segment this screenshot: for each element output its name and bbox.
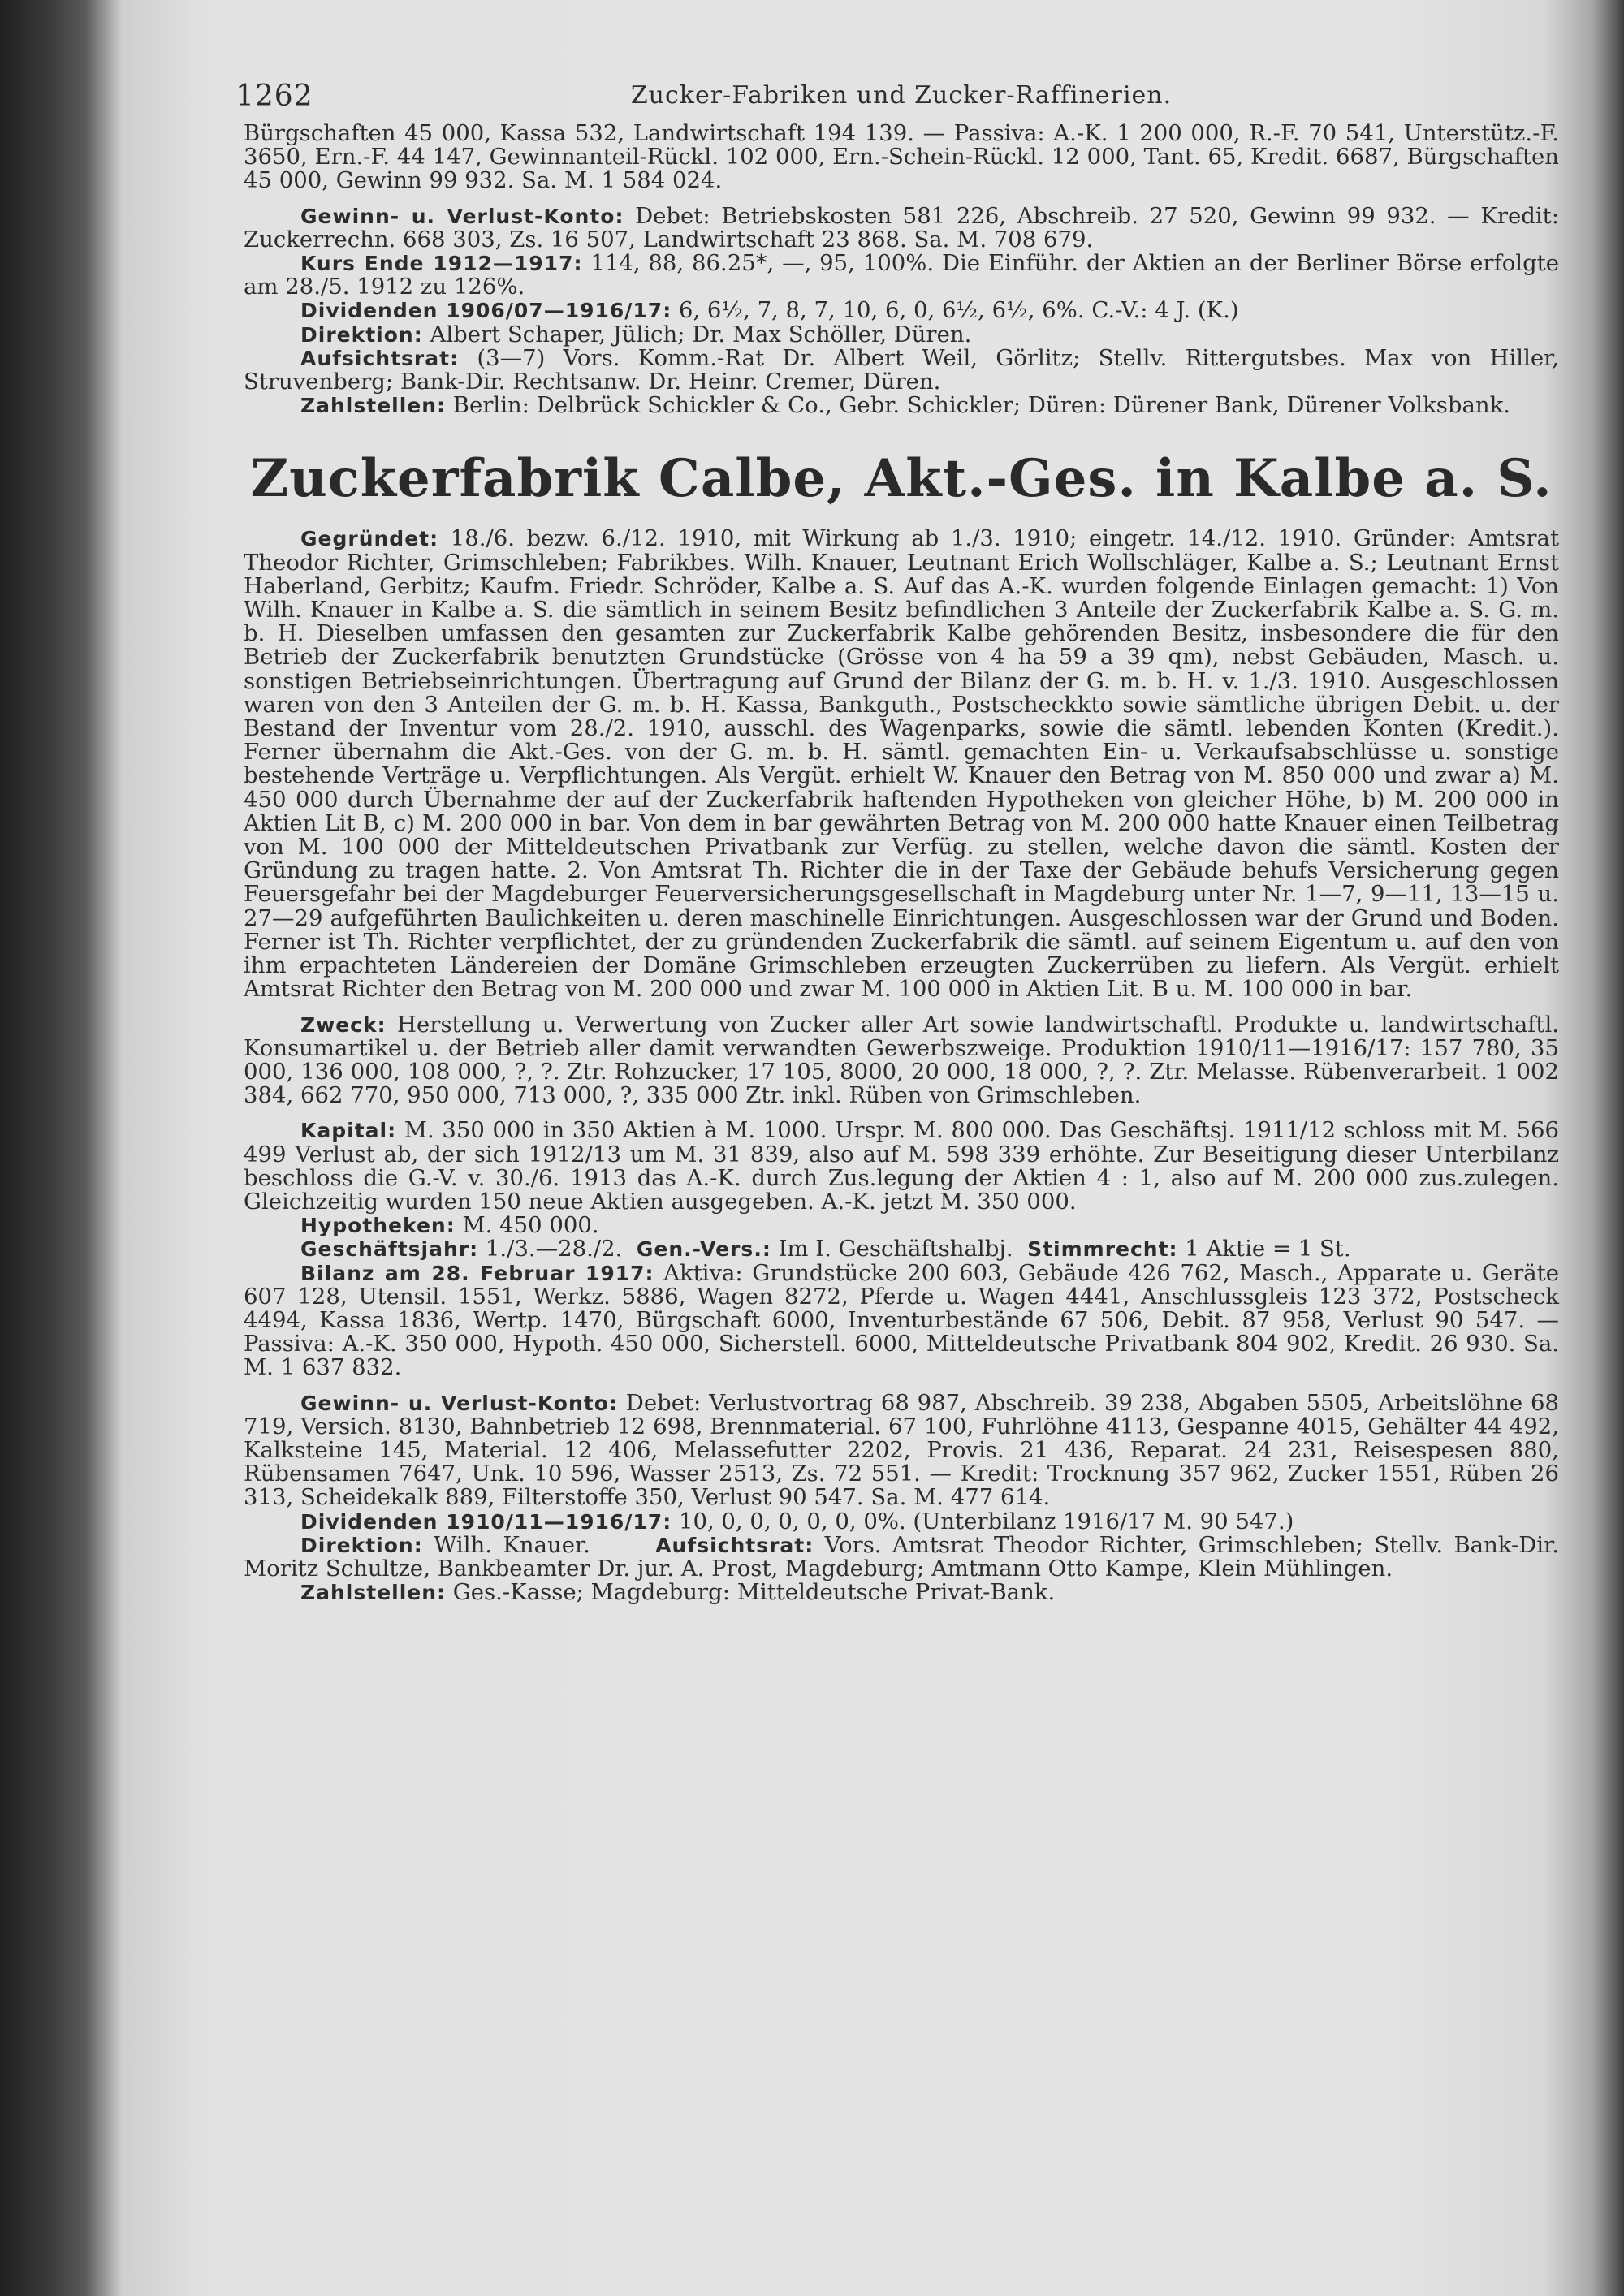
geschaeftsjahr-paragraph <box>244 1237 1559 1261</box>
gegruendet-label: Gegründet: <box>300 527 439 551</box>
hypotheken-label: Hypotheken: <box>300 1214 456 1238</box>
prev-aufsichtsrat-text: (3—7) Vors. Komm.-Rat Dr. Albert Weil, Görlitz; Stellv. Rittergutsbes. Max von Hiller, Struvenberg; Bank-Dir. Rechtsanw. Dr. Heinr. Cremer, Düren. <box>244 344 1560 395</box>
bilanz-label: Bilanz am 28. Februar 1917: <box>300 1261 654 1285</box>
prev-direktion-paragraph <box>244 323 1559 347</box>
prev-dividends-paragraph <box>244 299 1559 322</box>
aufsichtsrat-label: Aufsichtsrat: <box>655 1533 814 1557</box>
zweck-label: Zweck: <box>300 1012 387 1037</box>
kapital-label: Kapital: <box>300 1119 397 1143</box>
zweck-text: Herstellung u. Verwertung von Zucker aller Art sowie landwirtschaftl. Produkte u. landwirtschaftl. Konsumartikel u. der Betrieb aller damit verwandten Gewerbszweige. Produktion 1910/11—1916/17: 157 780, 35 000, 136 000, 108 000, ?, ?. Ztr. Rohzucker, 17 105, 8000, 20 000, 18 000, ?, ?. Ztr. Melasse. Rübenverarbeit. 1 002 384, 662 770, 950 000, 713 000, ?, 335 000 Ztr. inkl. Rüben von Grimschleben. <box>244 1011 1559 1109</box>
stimmrecht-text: 1 Aktie = 1 St. <box>1185 1236 1351 1262</box>
prev-zahlstellen-label: Zahlstellen: <box>300 394 447 418</box>
stimmrecht-label: Stimmrecht: <box>1027 1237 1178 1262</box>
prev-kurs-label: Kurs Ende 1912—1917: <box>300 252 583 276</box>
prev-aufsichtsrat-paragraph <box>244 344 1560 395</box>
gegruendet-text: 18./6. bezw. 6./12. 1910, mit Wirkung ab 1./3. 1910; eingetr. 14./12. 1910. Gründer: Amtsrat Theodor Richter, Grimschleben; Fabrikbes. Wilh. Knauer, Leutnant Erich Wollschläger, Kalbe a. S.; Leutnant Ernst Haberland, Gerbitz; Kaufm. Friedr. Schröder, Kalbe a. S. Auf das A.-K. wurden folgende Einlagen gemacht: 1) Von Wilh. Knauer in Kalbe a. S. die sämtlich in seinem Besitz befindlichen 3 Anteile der Zuckerfabrik Kalbe a. S. G. m. b. H. Dieselben umfassen den gesamten zur Zuckerfabrik Kalbe gehörenden Besitz, insbesondere die für den Betrieb der Zuckerfabrik benutzten Grundstücke (Grösse von 4 ha 59 a 39 qm), nebst Gebäuden, Masch. u. sonstigen Betriebseinrichtungen. Übertragung auf Grund der Bilanz der G. m. b. H. v. 1./3. 1910. Ausgeschlossen waren von den 3 Anteilen der G. m. b. H. Kassa, Bankguth., Postscheckkto sowie sämtliche übrigen Debit. u. der Bestand der Inventur vom 28./2. 1910, ausschl. des Wagenparks, sowie die sämtl. lebenden Konten (Kredit.). Ferner übernahm die Akt.-Ges. von der G. m. b. H. sämtl. gemachten Ein- u. Verkaufsabschlüsse u. sonstige bestehende Verträge u. Verpflichtungen. Als Vergüt. erhielt W. Knauer den Betrag von M. 850 000 und zwar a) M. 450 000 durch Übernahme der auf der Zuckerfabrik haftenden Hypotheken von gleicher Höhe, b) M. 200 000 in Aktien Lit B, c) M. 200 000 in bar. Von dem in bar gewährten Betrag von M. 200 000 hatte Knauer einen Teilbetrag von M. 100 000 der Mitteldeutschen Privatbank zur Verfüg. zu stellen, welche davon die sämtl. Kosten der Gründung zu tragen hatte. 2. Von Amtsrat Th. Richter die in der Taxe der Gebäude behufs Versicherung gegen Feuersgefahr bei der Magdeburger Feuerversicherungsgesellschaft in Magdeburg unter Nr. 1—7, 9—11, 13—15 u. 27—29 aufgeführten Baulichkeiten u. deren maschinelle Einrichtungen. Ausgeschlossen war der Grund und Boden. Ferner ist Th. Richter verpflichtet, der zu gründenden Zuckerfabrik die sämtl. auf seinem Eigentum u. auf den von ihm erpachteten Ländereien der Domäne Grimschleben erzeugten Zuckerrüben zu liefern. Als Vergüt. erhielt Amtsrat Richter den Betrag von M. 200 000 und zwar M. 100 000 in Aktien Lit. B u. M. 100 000 in bar. <box>244 525 1559 1003</box>
kapital-paragraph <box>244 1119 1559 1214</box>
dividenden-paragraph <box>244 1510 1559 1534</box>
geschaeftsjahr-label: Geschäftsjahr: <box>300 1237 479 1262</box>
dividenden-label: Dividenden 1910/11—1916/17: <box>300 1509 672 1534</box>
guv-label: Gewinn- u. Verlust-Konto: <box>300 1391 618 1415</box>
running-header <box>235 65 1559 122</box>
guv-text: Debet: Verlustvortrag 68 987, Abschreib. 39 238, Abgaben 5505, Arbeitslöhne 68 719, Versich. 8130, Bahnbetrieb 12 698, Brennmaterial. 67 100, Fuhrlöhne 4113, Gespanne 4015, Gehälter 44 492, Kalksteine 145, Material. 12 406, Melassefutter 2202, Provis. 21 436, Reparat. 24 231, Reisespesen 880, Rübensamen 7647, Unk. 10 596, Wasser 2513, Zs. 72 551. — Kredit: Trocknung 357 962, Zucker 1551, Rüben 26 313, Scheidekalk 889, Filterstoffe 350, Verlust 90 547. Sa. M. 477 614. <box>244 1389 1559 1511</box>
document-page <box>235 65 1560 2273</box>
prev-aufsichtsrat-label: Aufsichtsrat: <box>300 346 460 370</box>
page-number: 1262 <box>235 80 313 113</box>
direktion-label: Direktion: <box>300 1533 423 1557</box>
zahlstellen-paragraph <box>244 1581 1559 1604</box>
previous-entry-continuation <box>244 122 1559 417</box>
prev-zahlstellen-paragraph <box>244 394 1559 417</box>
gen-vers-text: Im I. Geschäftshalbj. <box>778 1236 1013 1262</box>
prev-zahlstellen-text: Berlin: Delbrück Schickler & Co., Gebr. Schickler; Düren: Dürener Bank, Dürener Volksbank. <box>452 392 1510 419</box>
hypotheken-text: M. 450 000. <box>462 1212 599 1239</box>
prev-guv-text: Debet: Betriebskosten 581 226, Abschreib. 27 520, Gewinn 99 932. — Kredit: Zuckerrechn. 668 303, Zs. 16 507, Landwirtschaft 23 868. Sa. M. 708 679. <box>244 202 1559 252</box>
zahlstellen-text: Ges.-Kasse; Magdeburg: Mitteldeutsche Privat-Bank. <box>452 1579 1056 1606</box>
bilanz-text: Aktiva: Grundstücke 200 603, Gebäude 426 762, Masch., Apparate u. Geräte 607 128, Utensil. 1551, Werkz. 5886, Wagen 8272, Pferde u. Wagen 4441, Anschlussgleis 123 372, Postscheck 4494, Kassa 1836, Wertp. 1470, Bürgschaft 6000, Inventurbestände 67 506, Debit. 87 958, Verlust 90 547. — Passiva: A.-K. 350 000, Hypoth. 450 000, Sicherstell. 6000, Mitteldeutsche Privatbank 804 902, Kredit. 26 930. Sa. M. 1 637 832. <box>244 1259 1559 1381</box>
gen-vers-label: Gen.-Vers.: <box>636 1237 771 1262</box>
kapital-text: M. 350 000 in 350 Aktien à M. 1000. Urspr. M. 800 000. Das Geschäftsj. 1911/12 schloss mit M. 566 499 Verlust ab, der sich 1912/13 um M. 31 839, also auf M. 598 339 erhöhte. Zur Beseitigung dieser Unterbilanz beschloss die G.-V. v. 30./6. 1913 das A.-K. durch Zus.legung der Aktien 4 : 1, also auf M. 200 000 zus.zulegen. Gleichzeitig wurden 150 neue Aktien ausgegeben. A.-K. jetzt M. 350 000. <box>244 1117 1559 1215</box>
prev-guv-paragraph <box>244 202 1559 252</box>
hypotheken-paragraph <box>244 1214 1559 1237</box>
prev-direktion-text: Albert Schaper, Jülich; Dr. Max Schöller, Düren. <box>430 321 972 347</box>
prev-dividends-text: 6, 6½, 7, 8, 7, 10, 6, 0, 6½, 6½, 6%. C.-V.: 4 J. (K.) <box>678 297 1239 324</box>
direktion-aufsichtsrat-paragraph <box>244 1531 1559 1582</box>
guv-paragraph <box>244 1389 1559 1511</box>
company-heading: Zuckerfabrik Calbe, Akt.-Ges. in Kalbe a. S. <box>250 448 1553 510</box>
running-title: Zucker-Fabriken und Zucker-Raffinerien. <box>630 81 1173 110</box>
zweck-paragraph <box>244 1013 1559 1108</box>
prev-guv-label: Gewinn- u. Verlust-Konto: <box>300 204 624 228</box>
aufsichtsrat-text: Vors. Amtsrat Theodor Richter, Grimschleben; Stellv. Bank-Dir. Moritz Schultze, Bankbeamter Dr. jur. A. Prost, Magdeburg; Amtmann Otto Kampe, Klein Mühlingen. <box>244 1531 1559 1582</box>
prev-kurs-text: 114, 88, 86.25*, —, 95, 100%. Die Einführ. der Aktien an der Berliner Börse erfolgte am 28./5. 1912 zu 126%. <box>244 250 1559 300</box>
prev-dividends-label: Dividenden 1906/07—1916/17: <box>300 299 672 323</box>
gegruendet-paragraph <box>244 527 1559 1001</box>
balance-continuation: Bürgschaften 45 000, Kassa 532, Landwirtschaft 194 139. — Passiva: A.-K. 1 200 000, R.-F. 70 541, Unterstütz.-F. 3650, Ern.-F. 44 147, Gewinnanteil-Rückl. 102 000, Ern.-Schein-Rückl. 12 000, Tant. 65, Kredit. 6687, Bürgschaften 45 000, Gewinn 99 932. Sa. M. 1 584 024. <box>244 120 1559 194</box>
bilanz-paragraph <box>244 1259 1559 1381</box>
direktion-text: Wilh. Knauer. <box>434 1531 590 1558</box>
geschaeftsjahr-text: 1./3.—28./2. <box>485 1236 623 1262</box>
dividenden-text: 10, 0, 0, 0, 0, 0, 0%. (Unterbilanz 1916/17 M. 90 547.) <box>678 1508 1294 1534</box>
company-entry <box>244 527 1559 1604</box>
prev-direktion-label: Direktion: <box>300 322 423 347</box>
zahlstellen-label: Zahlstellen: <box>300 1581 447 1605</box>
prev-kurs-paragraph <box>244 252 1559 299</box>
